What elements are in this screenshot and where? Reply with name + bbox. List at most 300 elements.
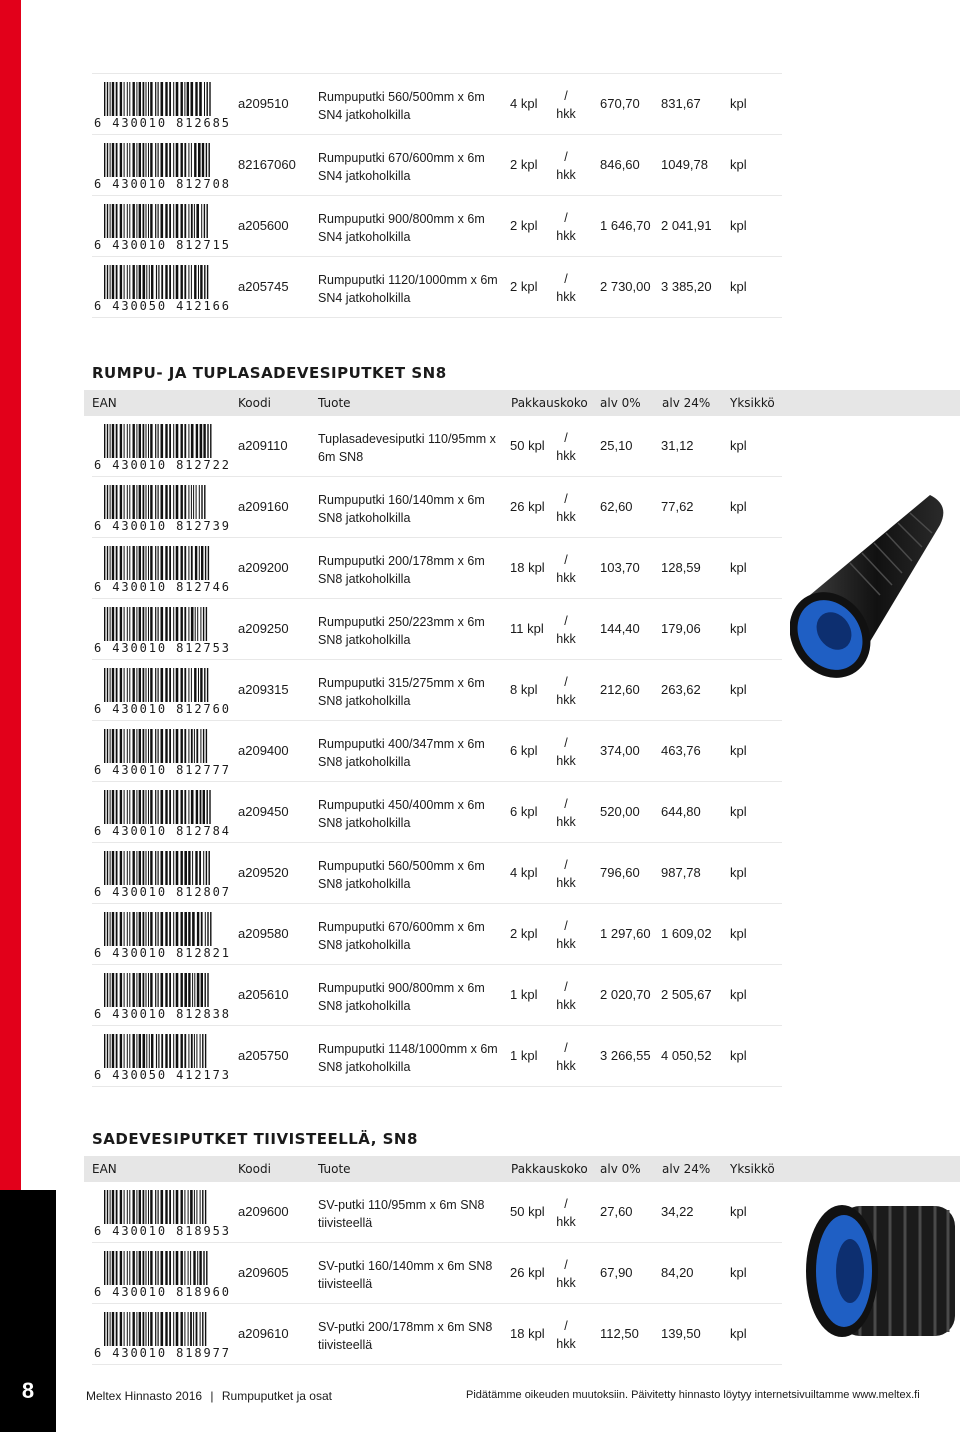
barcode-bar [203,424,205,458]
barcode-bar [133,1251,135,1285]
table-row [92,196,782,257]
barcode-bar [124,851,125,885]
barcode-bar [124,204,125,238]
barcode-bar [104,1034,105,1068]
product-code: a209610 [238,1326,289,1341]
product-code: 82167060 [238,157,296,172]
price-alv24: 77,62 [661,499,694,514]
barcode-bar [192,851,193,885]
barcode-bar [104,851,105,885]
barcode-bar [204,668,205,702]
barcode-icon [94,912,226,946]
barcode-bar [181,912,183,946]
barcode-bar [143,546,145,580]
barcode-bar [209,82,210,116]
barcode-bar [181,143,183,177]
barcode-bar [194,729,195,763]
barcode-bar [104,546,105,580]
product-code: a209600 [238,1204,289,1219]
barcode-bar [194,1190,195,1224]
barcode-bar [112,607,114,641]
barcode-icon [94,143,226,177]
barcode-bar [139,485,141,519]
barcode-bar [104,912,105,946]
barcode-bar [194,265,196,299]
footer-notice: Pidätämme oikeuden muutoksiin. Päivitetty hinnasto löytyy internetsivuiltamme www.meltex.fi [466,1389,920,1401]
barcode-bar [116,851,118,885]
barcode-bar [173,143,174,177]
barcode-bar [187,82,189,116]
barcode-icon [94,424,226,458]
barcode-bar [158,1251,159,1285]
barcode-bar [158,143,159,177]
barcode-bar [107,265,108,299]
product-name: Rumpuputki 450/400mm x 6m SN8 jatkoholkilla [318,798,485,830]
barcode-bar [201,546,203,580]
barcode-icon [94,1312,226,1346]
barcode-bar [136,729,137,763]
barcode-bar [203,607,204,641]
barcode-bar [120,1190,122,1224]
product-name: Rumpuputki 160/140mm x 6m SN8 jatkoholkilla [318,493,485,525]
page-number: 8 [21,1378,35,1403]
barcode-bar [176,143,179,177]
product-name: Rumpuputki 670/600mm x 6m SN4 jatkoholkilla [318,151,485,183]
barcode-bar [188,668,189,702]
barcode-bar [107,851,108,885]
barcode-bar [129,1034,130,1068]
barcode-bar [195,82,197,116]
barcode-bar [184,424,186,458]
barcode-bar [176,485,179,519]
barcode-bar [129,1190,130,1224]
barcode-bar [200,607,201,641]
price-alv24: 128,59 [661,560,701,575]
barcode [94,851,231,899]
barcode-bar [184,912,187,946]
barcode-bar [192,912,195,946]
barcode-bar [112,265,114,299]
barcode-bar [191,485,192,519]
barcode [94,143,231,191]
barcode-bar [209,851,210,885]
barcode-bar [169,485,171,519]
barcode-bar [176,973,179,1007]
product-name: Rumpuputki 315/275mm x 6m SN8 jatkoholkilla [318,676,485,708]
package-unit [554,490,578,526]
barcode-bar [136,143,137,177]
barcode-bar [133,912,135,946]
barcode-bar [110,424,111,458]
barcode-bar [107,668,108,702]
barcode [94,607,231,655]
barcode-bar [206,143,207,177]
barcode-bar [204,485,205,519]
barcode-bar [184,973,187,1007]
product-code: a209400 [238,743,289,758]
barcode-bar [127,668,128,702]
barcode-bar [191,424,194,458]
barcode-bar [120,790,122,824]
barcode-bar [136,1251,137,1285]
barcode-bar [139,729,141,763]
barcode-bar [165,790,167,824]
unit: kpl [730,926,747,941]
product-code: a209580 [238,926,289,941]
barcode-bar [205,973,206,1007]
barcode-bar [116,1312,118,1346]
barcode-bar [169,546,171,580]
barcode-bar [165,546,167,580]
barcode-bar [107,546,108,580]
barcode-bar [209,143,210,177]
barcode-bar [165,204,167,238]
package-unit-hkk: hkk [556,1337,576,1351]
unit: kpl [730,1048,747,1063]
barcode-bar [203,729,204,763]
package-size: 26 kpl [510,499,545,514]
barcode-bar [176,1190,179,1224]
unit: kpl [730,1326,747,1341]
barcode-bar [112,204,114,238]
header-unit: Yksikkö [730,1162,775,1176]
barcode-bar [198,668,199,702]
barcode-bar [184,668,186,702]
barcode-bar [143,82,145,116]
barcode-bar [176,82,179,116]
package-unit [554,917,578,953]
barcode-icon [94,1034,226,1068]
barcode-bar [146,546,147,580]
barcode-bar [176,1312,179,1346]
barcode-bar [116,1251,118,1285]
barcode-bar [173,82,174,116]
barcode-bar [155,607,156,641]
product-name: Rumpuputki 560/500mm x 6m SN4 jatkoholkilla [318,90,485,122]
barcode-bar [116,265,118,299]
barcode-bar [184,82,185,116]
barcode-bar [194,1034,195,1068]
barcode-digits: 6 430010 812753 [94,641,231,655]
barcode-bar [191,546,193,580]
barcode-bar [197,607,198,641]
barcode-bar [112,1034,114,1068]
barcode-bar [136,973,137,1007]
barcode-bar [149,1034,150,1068]
barcode-digits: 6 430010 818953 [94,1224,231,1238]
barcode-icon [94,851,226,885]
section-title-sn8: RUMPU- JA TUPLASADEVESIPUTKET SN8 [92,364,447,382]
product-code: a209520 [238,865,289,880]
barcode-bar [104,424,105,458]
barcode-bar [176,546,179,580]
barcode-bar [110,546,111,580]
barcode-bar [169,1251,171,1285]
unit: kpl [730,157,747,172]
package-unit-hkk: hkk [556,168,576,182]
barcode-bar [112,82,114,116]
barcode-bar [184,546,186,580]
unit: kpl [730,1265,747,1280]
barcode-icon [94,82,226,116]
barcode-bar [124,82,125,116]
barcode-bar [158,912,159,946]
package-unit-slash: / [564,858,568,872]
barcode-bar [146,912,147,946]
barcode-bar [202,143,204,177]
package-size: 2 kpl [510,218,538,233]
barcode-bar [176,1034,179,1068]
barcode-bar [181,1251,183,1285]
barcode-bar [136,1190,137,1224]
barcode-digits: 6 430010 812784 [94,824,231,838]
barcode-bar [155,1251,156,1285]
barcode-digits: 6 430050 412166 [94,299,231,313]
barcode-bar [161,729,164,763]
barcode-bar [169,912,171,946]
barcode-bar [199,82,202,116]
barcode-bar [146,1251,147,1285]
barcode-bar [158,973,159,1007]
unit: kpl [730,438,747,453]
price-alv24: 1 609,02 [661,926,712,941]
package-unit-hkk: hkk [556,754,576,768]
barcode-bar [188,204,189,238]
barcode-bar [139,912,141,946]
barcode-bar [104,82,105,116]
barcode-icon [94,668,226,702]
barcode-bar [150,1190,152,1224]
barcode-bar [158,82,159,116]
barcode-bar [188,1034,189,1068]
barcode-bar [203,1251,204,1285]
barcode-bar [161,973,164,1007]
barcode-bar [148,851,149,885]
barcode-bar [143,424,145,458]
barcode-bar [127,912,128,946]
barcode-bar [129,790,130,824]
barcode-bar [210,424,211,458]
barcode-bar [112,912,114,946]
package-size: 1 kpl [510,987,538,1002]
barcode-bar [110,912,111,946]
barcode-bar [176,204,179,238]
barcode-bar [165,729,167,763]
barcode-bar [155,790,156,824]
barcode-bar [107,424,108,458]
barcode-bar [184,1251,185,1285]
barcode-bar [139,143,141,177]
barcode-bar [127,143,128,177]
barcode-bar [205,912,206,946]
barcode-bar [127,1312,128,1346]
package-unit-slash: / [564,431,568,445]
barcode-bar [158,485,159,519]
barcode-bar [112,668,114,702]
barcode-bar [165,607,167,641]
barcode-bar [110,607,111,641]
package-unit-hkk: hkk [556,1276,576,1290]
barcode [94,912,231,960]
barcode-bar [133,424,135,458]
barcode-bar [196,485,197,519]
barcode-bar [104,729,105,763]
package-unit [554,673,578,709]
barcode-bar [188,1190,189,1224]
barcode-bar [124,973,125,1007]
barcode-bar [158,204,159,238]
package-size: 18 kpl [510,560,545,575]
barcode-bar [169,204,171,238]
barcode-bar [173,851,174,885]
barcode-bar [129,82,130,116]
barcode-bar [173,546,174,580]
barcode-bar [143,790,145,824]
barcode-bar [129,265,130,299]
barcode-bar [120,729,122,763]
barcode-bar [173,790,174,824]
package-unit-slash: / [564,1041,568,1055]
barcode-bar [202,1034,203,1068]
barcode-icon [94,607,226,641]
barcode-bar [155,851,156,885]
barcode-bar [161,204,164,238]
header-code: Koodi [238,396,271,410]
barcode-bar [165,973,167,1007]
package-size: 26 kpl [510,1265,545,1280]
barcode-bar [161,607,164,641]
barcode-bar [199,1251,201,1285]
barcode-digits: 6 430010 812746 [94,580,231,594]
table-row [92,721,782,782]
barcode-bar [191,790,194,824]
barcode-bar [188,1312,189,1346]
header-unit: Yksikkö [730,396,775,410]
price-alv24: 34,22 [661,1204,694,1219]
barcode-bar [200,424,203,458]
barcode-bar [143,204,145,238]
barcode-bar [104,973,105,1007]
barcode-bar [124,729,125,763]
barcode-bar [161,485,164,519]
barcode-bar [188,485,189,519]
barcode-bar [188,607,189,641]
barcode-bar [176,424,179,458]
barcode-bar [116,546,118,580]
barcode-bar [169,1312,171,1346]
barcode [94,424,231,472]
barcode-bar [124,1034,125,1068]
barcode-bar [116,82,118,116]
barcode-bar [143,851,145,885]
barcode-bar [161,1312,164,1346]
barcode [94,1190,231,1238]
table-row [92,1304,782,1365]
barcode-digits: 6 430010 812821 [94,946,231,960]
barcode-bar [133,1034,135,1068]
barcode-bar [143,265,146,299]
header-ean: EAN [92,396,117,410]
footer-left [86,1389,332,1403]
barcode-bar [148,424,149,458]
price-alv0: 112,50 [600,1326,639,1341]
barcode-bar [176,1251,179,1285]
barcode-bar [196,1312,198,1346]
product-code: a209510 [238,96,289,111]
barcode-bar [146,143,147,177]
barcode-bar [107,1312,108,1346]
package-unit-slash: / [564,614,568,628]
barcode-bar [161,265,163,299]
barcode-bar [104,1190,105,1224]
product-name: Rumpuputki 1148/1000mm x 6m SN8 jatkoholkilla [318,1042,498,1074]
product-name: Rumpuputki 400/347mm x 6m SN8 jatkoholkilla [318,737,485,769]
barcode-bar [191,143,192,177]
barcode-bar [150,82,152,116]
barcode-bar [155,729,156,763]
barcode-bar [155,143,156,177]
barcode-bar [146,204,147,238]
barcode-bar [133,851,135,885]
barcode-bar [181,1312,183,1346]
barcode-bar [120,1312,122,1346]
barcode-bar [107,607,108,641]
barcode-bar [207,204,208,238]
barcode-bar [120,668,122,702]
barcode-bar [184,1312,185,1346]
barcode-bar [193,485,194,519]
barcode-bar [156,1034,157,1068]
barcode-bar [148,1312,149,1346]
barcode-bar [158,1190,159,1224]
barcode-bar [139,851,141,885]
barcode [94,546,231,594]
barcode-bar [143,729,145,763]
barcode-bar [190,1251,191,1285]
barcode-bar [112,485,114,519]
unit: kpl [730,560,747,575]
table-row [92,257,782,318]
barcode-bar [129,204,130,238]
header-code: Koodi [238,1162,271,1176]
barcode-bar [124,1312,125,1346]
barcode-bar [188,143,189,177]
barcode-bar [196,204,199,238]
price-alv24: 3 385,20 [661,279,712,294]
barcode-bar [188,265,189,299]
barcode-icon [94,1190,226,1224]
barcode-bar [202,1190,203,1224]
barcode-bar [127,546,128,580]
barcode-bar [150,851,152,885]
barcode-bar [146,265,147,299]
barcode-bar [124,912,125,946]
barcode-bar [191,265,192,299]
product-code: a205750 [238,1048,289,1063]
barcode-bar [136,424,137,458]
package-unit-hkk: hkk [556,632,576,646]
barcode-bar [120,1251,122,1285]
table-row [92,74,782,135]
price-alv0: 1 646,70 [600,218,651,233]
barcode-bar [208,546,209,580]
package-unit-hkk: hkk [556,1215,576,1229]
package-unit [554,978,578,1014]
barcode-icon [94,790,226,824]
barcode-bar [116,143,118,177]
price-alv24: 31,12 [661,438,694,453]
barcode-bar [127,82,128,116]
